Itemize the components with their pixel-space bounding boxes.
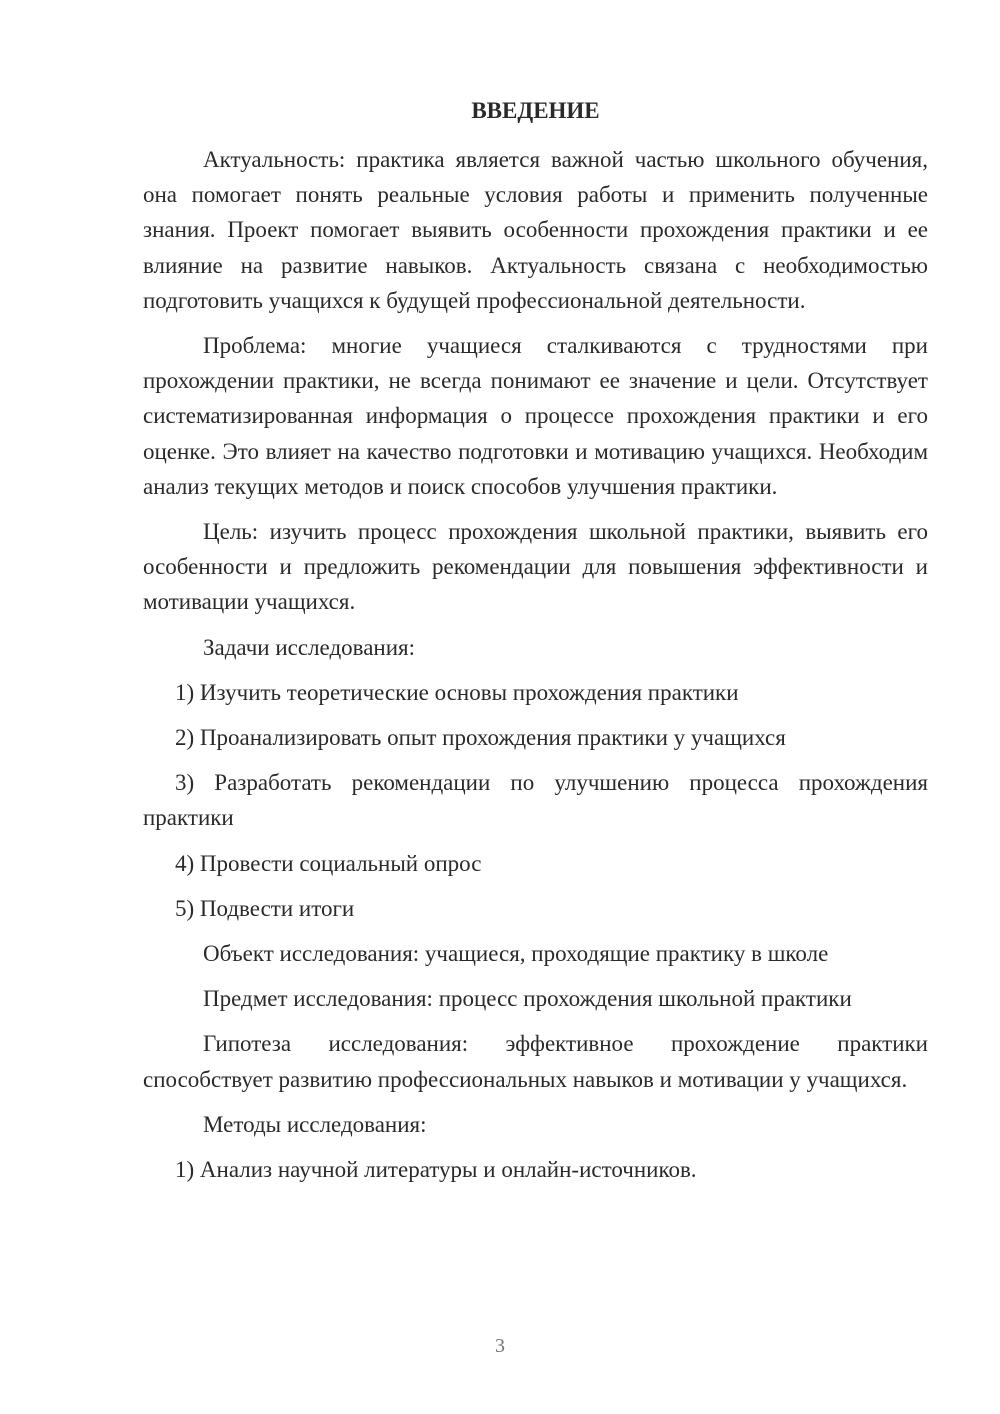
methods-label: Методы исследования: [203,1111,427,1137]
task-item: 5) Подвести итоги [175,895,355,921]
task-item: 1) Изучить теоретические основы прохождения практики [175,679,739,705]
problem-paragraph: Проблема: многие учащиеся сталкиваются с трудностями при прохождении практики, не всегда понимают ее значение и цели. Отсутствует систематизированная информация о процессе прохождения практики и его оценке. Это влияет на качество подготовки и мотивацию учащихся. Необходим анализ текущих методов и поиск способов улучшения практики. [143,333,928,499]
task-item: 4) Провести социальный опрос [175,850,482,876]
task-item: 3) Разработать рекомендации по улучшению процесса прохождения практики [143,770,928,831]
page-number: 3 [495,1335,505,1357]
research-object: Объект исследования: учащиеся, проходящие практику в школе [203,941,829,967]
tasks-label: Задачи исследования: [203,634,416,660]
research-hypothesis: Гипотеза исследования: эффективное прохождение практики способствует развитию профессиональных навыков и мотивации у учащихся. [143,1031,928,1092]
research-subject: Предмет исследования: процесс прохождения школьной практики [203,986,852,1012]
task-item: 2) Проанализировать опыт прохождения практики у учащихся [175,725,786,751]
method-item: 1) Анализ научной литературы и онлайн-источников. [175,1157,697,1183]
document-body [143,142,928,1197]
relevance-paragraph: Актуальность: практика является важной частью школьного обучения, она помогает понять реальные условия работы и применить полученные знания. Проект помогает выявить особенности прохождения практики и ее влияние на развитие навыков. Актуальность связана с необходимостью подготовить учащихся к будущей профессиональной деятельности. [143,147,928,313]
section-heading: ВВЕДЕНИЕ [471,98,600,123]
goal-paragraph: Цель: изучить процесс прохождения школьной практики, выявить его особенности и предложить рекомендации для повышения эффективности и мотивации учащихся. [143,519,928,615]
